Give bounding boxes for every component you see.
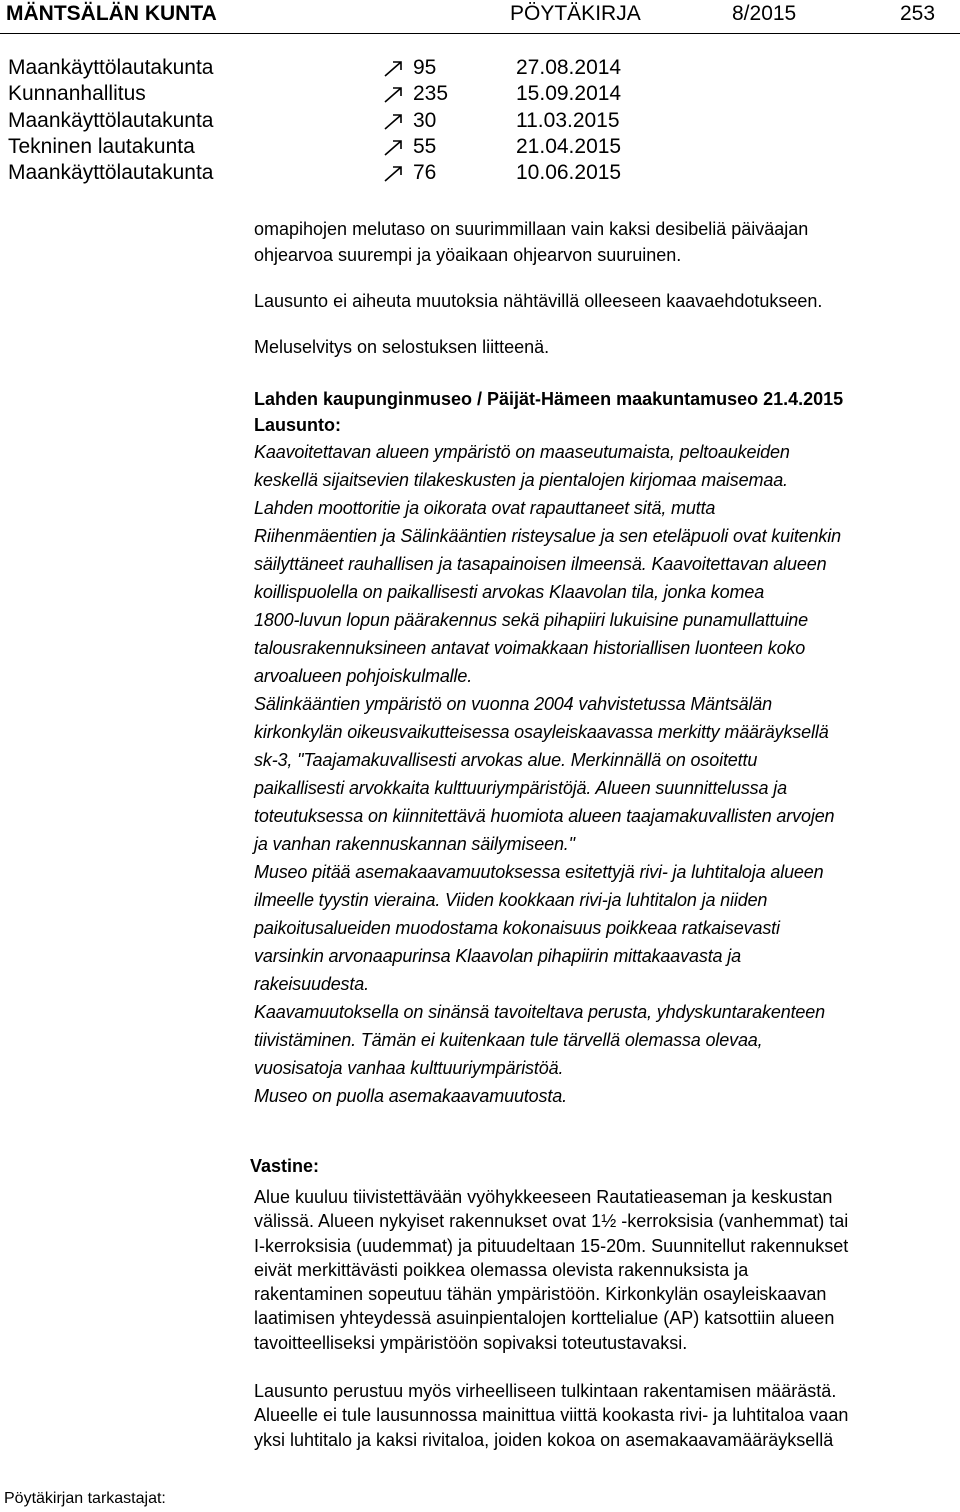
hand-pointer-icon xyxy=(383,111,405,131)
statement-line: paikoitusalueiden muodostama kokonaisuus poikkeaa ratkaisevasti xyxy=(254,918,780,938)
history-row xyxy=(8,55,708,81)
statement-line: Riihenmäentien ja Sälinkääntien risteysalue ja sen eteläpuoli ovat kuitenkin xyxy=(254,526,841,546)
statement-line: arvoalueen pohjoiskulmalle. xyxy=(254,666,473,686)
response-line: Alue kuuluu tiivistettävään vyöhykkeeseen Rautatieaseman ja keskustan xyxy=(254,1187,833,1207)
museum-statement xyxy=(254,438,954,1110)
response-line: laatimisen yhteydessä asuinpientalojen korttelialue (AP) katsottiin alueen xyxy=(254,1308,835,1329)
statement-line: Museo pitää asemakaavamuutoksessa esitettyjä rivi- ja luhtitaloja alueen xyxy=(254,862,824,882)
history-date: 15.09.2014 xyxy=(516,82,622,106)
statement-line: ilmeelle tyystin vieraina. Viiden kookkaan rivi-ja luhtitalon ja niiden xyxy=(254,890,768,910)
response-line: eivät merkittävästi poikkea olemassa olevista rakennuksista ja xyxy=(254,1259,749,1280)
history-body: Tekninen lautakunta xyxy=(8,134,195,158)
response-line: tavoitteelliseksi ympäristöön sopivaksi toteutustavaksi. xyxy=(254,1332,688,1353)
hand-pointer-icon xyxy=(383,84,405,104)
page-number: 253 xyxy=(900,2,936,25)
statement-line: Museo on puolla asemakaavamuutosta. xyxy=(254,1086,567,1106)
response-label: Vastine: xyxy=(250,1156,320,1176)
response-line: rakentaminen sopeutuu tähän ympäristöön. Kirkonkylän osayleiskaavan xyxy=(254,1284,827,1305)
statement-line: toteutuksessa on kiinnitettävä huomiota alueen taajamakuvallisten arvojen xyxy=(254,806,835,826)
organization-name: MÄNTSÄLÄN KUNTA xyxy=(6,2,217,25)
header-rule xyxy=(0,33,960,34)
response-line: Alueelle ei tule lausunnossa mainittua viittä kookasta rivi- ja luhtitaloa vaan xyxy=(254,1405,849,1426)
history-section: 235 xyxy=(413,82,449,106)
history-date: 11.03.2015 xyxy=(516,108,620,132)
response-line: Lausunto perustuu myös virheelliseen tulkintaan rakentamisen määrästä. xyxy=(254,1381,837,1402)
statement-line: tiivistäminen. Tämän ei kuitenkaan tule tärvellä olemassa olevaa, xyxy=(254,1030,763,1050)
page-header xyxy=(0,0,960,34)
statement-line: 1800-luvun lopun päärakennus sekä pihapiiri lukuisine punamullattuine xyxy=(254,610,809,630)
statement-line: paikallisesti arvokkaita kulttuuriympäristöjä. Alueen suunnittelussa ja xyxy=(254,778,787,798)
statement-line: Kaavamuutoksella on sinänsä tavoiteltava perusta, yhdyskuntarakenteen xyxy=(254,1002,826,1022)
statement-line: ja vanhan rakennuskannan säilymiseen." xyxy=(254,834,575,854)
history-date: 21.04.2015 xyxy=(516,134,622,158)
statement-line: Lahden moottoritie ja oikorata ovat rapauttaneet sitä, mutta xyxy=(254,498,716,518)
history-row xyxy=(8,81,708,107)
statement-line: Kaavoitettavan alueen ympäristö on maaseutumaista, peltoaukeiden xyxy=(254,442,790,462)
handling-history xyxy=(8,55,708,186)
response-line: välissä. Alueen nykyiset rakennukset ovat 1½ -kerroksisia (vanhemmat) tai xyxy=(254,1211,849,1232)
history-section: 95 xyxy=(413,56,437,79)
statement-line: Sälinkääntien ympäristö on vuonna 2004 vahvistetussa Mäntsälän xyxy=(254,694,773,714)
history-row xyxy=(8,108,708,134)
hand-pointer-icon xyxy=(383,137,405,157)
history-section: 55 xyxy=(413,134,437,158)
document-type: PÖYTÄKIRJA xyxy=(510,2,641,25)
issue-number: 8/2015 xyxy=(732,2,797,25)
hand-pointer-icon xyxy=(383,58,405,78)
statement-line: säilyttäneet rauhallisen ja tasapainoisen ilmeensä. Kaavoitettavan alueen xyxy=(254,554,827,574)
main-text xyxy=(254,216,954,1110)
statement-line: talousrakennuksineen antavat voimakkaan historiallisen luonteen koko xyxy=(254,638,806,658)
history-body: Kunnanhallitus xyxy=(8,82,146,106)
history-date: 10.06.2015 xyxy=(516,161,622,185)
history-section: 30 xyxy=(413,108,437,132)
statement-line: keskellä sijaitsevien tilakeskusten ja pientalojen kirjomaa maisemaa. xyxy=(254,470,788,490)
history-body: Maankäyttölautakunta xyxy=(8,56,214,79)
statement-line: koillispuolella on paikallisesti arvokas Klaavolan tila, jonka komea xyxy=(254,582,765,602)
history-body: Maankäyttölautakunta xyxy=(8,161,214,185)
noise-appendix-note: Meluselvitys on selostuksen liitteenä. xyxy=(254,337,550,357)
intro-line: omapihojen melutaso on suurimmillaan vain kaksi desibeliä päiväajan xyxy=(254,219,809,239)
response-line: yksi luhtitalo ja kaksi rivitaloa, joiden kokoa on asemakaavamääräyksellä xyxy=(254,1429,834,1450)
statement-line: rakeisuudesta. xyxy=(254,974,369,994)
response-line: I-kerroksisia (uudemmat) ja pituudeltaan 15-20m. Suunnitellut rakennukset xyxy=(254,1235,849,1256)
history-row xyxy=(8,160,708,186)
statement-label: Lausunto: xyxy=(254,415,341,435)
statement-line: varsinkin arvonaapurinsa Klaavolan pihapiirin mittakaavasta ja xyxy=(254,946,741,966)
museum-heading: Lahden kaupunginmuseo / Päijät-Hämeen maakuntamuseo 21.4.2015 xyxy=(254,389,844,409)
hand-pointer-icon xyxy=(383,163,405,183)
history-date: 27.08.2014 xyxy=(516,56,622,79)
no-changes-statement: Lausunto ei aiheuta muutoksia nähtävillä olleeseen kaavaehdotukseen. xyxy=(254,291,823,311)
statement-line: kirkonkylän oikeusvaikutteisessa osayleiskaavassa merkitty määräyksellä xyxy=(254,722,829,742)
intro-line: ohjearvoa suurempi ja yöaikaan ohjearvon suuruinen. xyxy=(254,245,682,265)
statement-line: sk-3, "Taajamakuvallisesti arvokas alue. Merkinnällä on osoitettu xyxy=(254,750,758,770)
response-text xyxy=(254,1185,960,1452)
history-section: 76 xyxy=(413,161,437,185)
minutes-checkers-label: Pöytäkirjan tarkastajat: xyxy=(4,1490,166,1507)
statement-line: vuosisatoja vanhaa kulttuuriympäristöä. xyxy=(254,1058,564,1078)
history-body: Maankäyttölautakunta xyxy=(8,108,214,132)
history-row xyxy=(8,134,708,160)
